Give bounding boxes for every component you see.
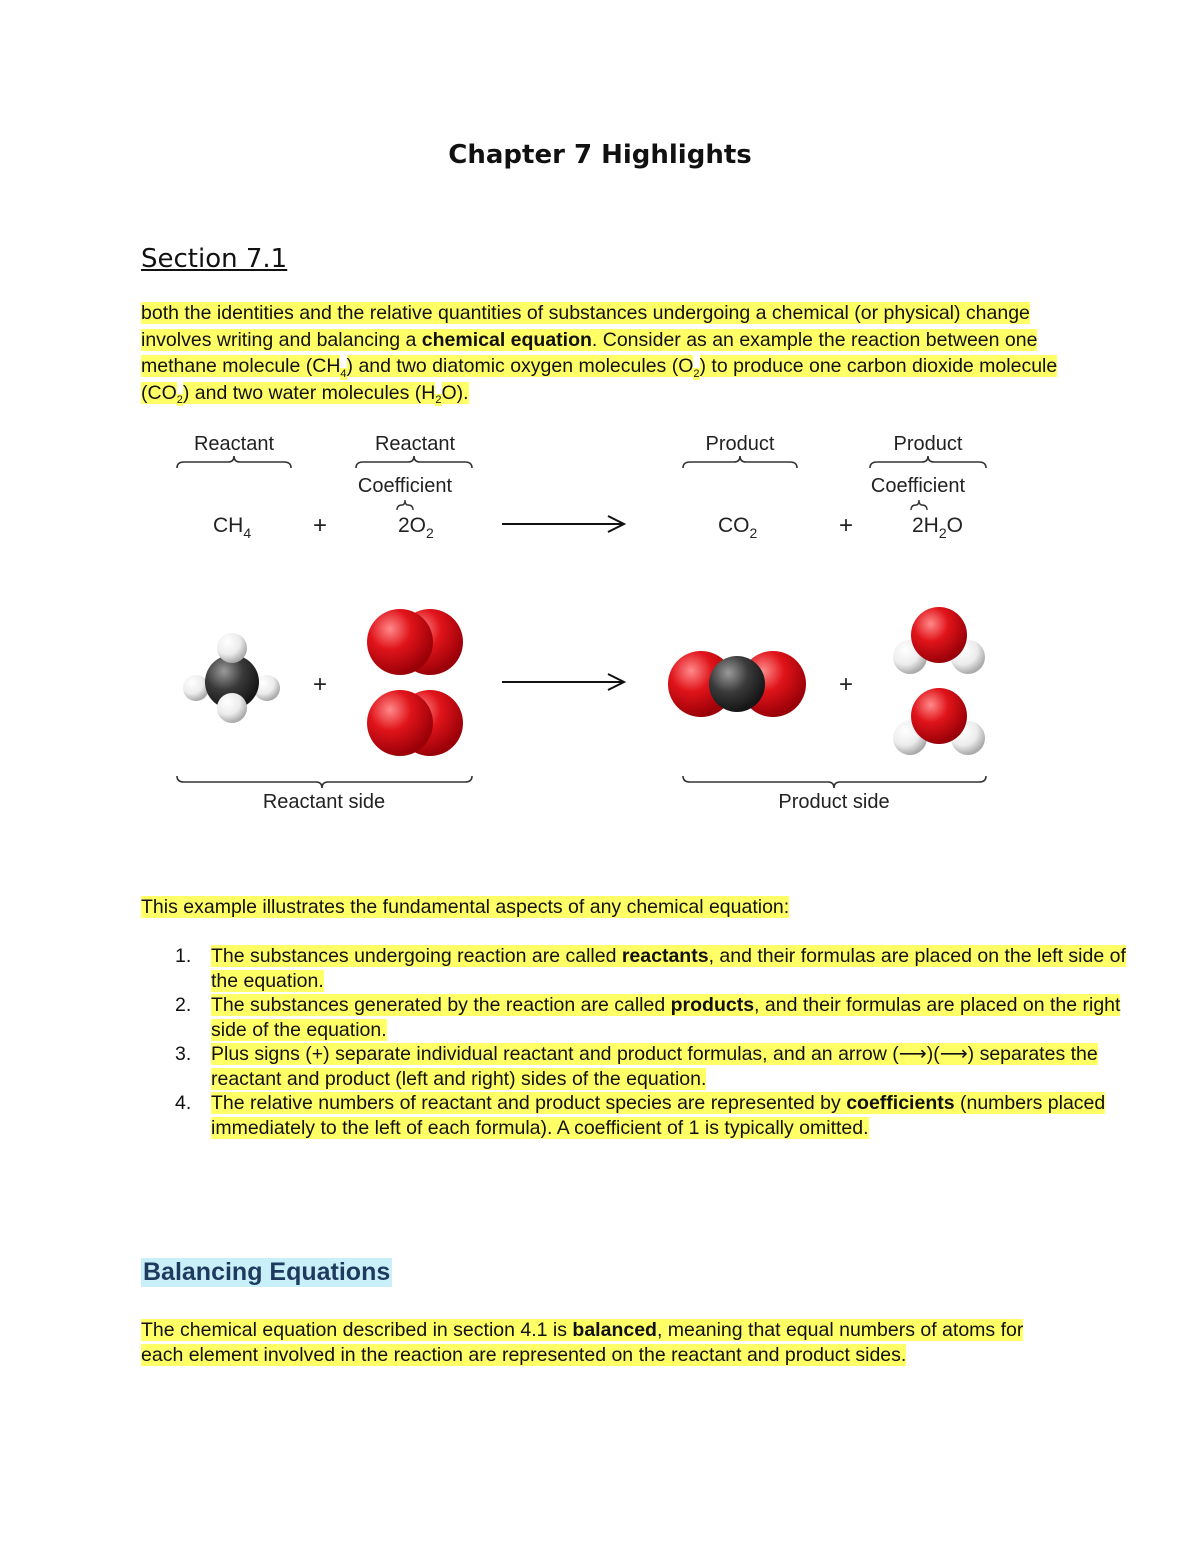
list-item bbox=[175, 944, 1141, 993]
list-item bbox=[175, 993, 1141, 1042]
list-text: , and their formulas are placed on the right side of the equation. bbox=[211, 994, 1121, 1041]
water-molecule-2 bbox=[893, 688, 985, 755]
intro-text-3: ) and two diatomic oxygen molecules (O bbox=[346, 355, 694, 377]
intro-text-2: . Consider as an example the reaction between one methane molecule (CH bbox=[141, 328, 1038, 377]
reactant-label-1: Reactant bbox=[193, 433, 275, 455]
oxygen-molecule-1 bbox=[367, 609, 463, 675]
brace-reactant-2 bbox=[356, 456, 472, 468]
formula-ch4: $CH_4$ bbox=[213, 514, 252, 541]
product-label-2: Product bbox=[893, 433, 963, 455]
list-term: reactants bbox=[621, 945, 709, 967]
carbon-dioxide-molecule bbox=[668, 651, 806, 717]
reactant-side-label: Reactant side bbox=[262, 791, 386, 813]
intro-text-6: O). bbox=[441, 381, 469, 404]
list-term: products bbox=[670, 994, 755, 1016]
oxygen-molecule-2 bbox=[367, 690, 463, 756]
brace-product-1 bbox=[683, 456, 797, 468]
list-number: 1. bbox=[175, 945, 192, 967]
balanced-paragraph bbox=[141, 1318, 1031, 1368]
example-sentence-text: This example illustrates the fundamental aspects of any chemical equation: bbox=[141, 896, 790, 918]
plus-sign-2: + bbox=[838, 512, 854, 539]
example-sentence bbox=[141, 894, 1061, 921]
list-text: (⟶) separates the reactant and product (left and right) sides of the equation. bbox=[211, 1043, 1098, 1090]
plus-sign-3: + bbox=[312, 671, 328, 698]
list-text: The substances generated by the reaction are called bbox=[211, 994, 671, 1016]
chemical-equation-term: chemical equation bbox=[421, 328, 592, 351]
product-label-1: Product bbox=[705, 433, 775, 455]
list-term: coefficients bbox=[846, 1092, 955, 1114]
formula-2h2o: $2H_2O$ bbox=[912, 514, 963, 541]
plus-sign-1: + bbox=[312, 512, 328, 539]
balanced-term: balanced bbox=[572, 1319, 657, 1341]
coefficient-label-1: Coefficient bbox=[357, 475, 453, 497]
list-text: The substances undergoing reaction are called bbox=[211, 945, 622, 967]
list-text: (numbers placed immediately to the left of each formula). A coefficient of 1 is typically omitted. bbox=[211, 1092, 1106, 1139]
list-text: Plus signs (+) separate individual reactant and product formulas, and an arrow bbox=[211, 1043, 893, 1065]
intro-text-1: both the identities and the relative quantities of substances undergoing a chemical (or physical) change involves writing and balancing a bbox=[141, 302, 1030, 351]
ch4-subscript: 4 bbox=[340, 367, 347, 380]
arrow-symbol: (⟶) bbox=[892, 1043, 934, 1065]
list-item bbox=[175, 1091, 1141, 1140]
aspects-list bbox=[141, 944, 1141, 1140]
list-item bbox=[175, 1042, 1141, 1091]
reactant-label-2: Reactant bbox=[374, 433, 456, 455]
coefficient-label-2: Coefficient bbox=[870, 475, 966, 497]
brace-product-2 bbox=[870, 456, 986, 468]
coefficient-brace-1 bbox=[397, 500, 413, 510]
h2o-subscript: 2 bbox=[435, 394, 442, 407]
reaction-diagram bbox=[160, 420, 1000, 820]
list-text: , and their formulas are placed on the left side of the equation. bbox=[211, 945, 1126, 992]
intro-paragraph bbox=[141, 300, 1061, 406]
co2-subscript: 2 bbox=[176, 394, 183, 407]
formula-2o2: $2O_2$ bbox=[398, 514, 434, 541]
section-heading: Section 7.1 bbox=[141, 244, 288, 274]
page-title: Chapter 7 Highlights bbox=[448, 140, 752, 170]
balanced-text-1: The chemical equation described in section 4.1 is bbox=[141, 1319, 573, 1341]
methane-molecule bbox=[183, 633, 280, 723]
plus-sign-4: + bbox=[838, 671, 854, 698]
brace-product-side bbox=[683, 776, 986, 788]
intro-text-4: ) to produce one carbon dioxide molecule (CO bbox=[141, 355, 1058, 404]
balancing-equations-heading: Balancing Equations bbox=[143, 1258, 391, 1286]
list-number: 2. bbox=[175, 994, 192, 1016]
coefficient-brace-2 bbox=[911, 500, 927, 510]
o2-subscript: 2 bbox=[693, 367, 700, 380]
balanced-text-2: , meaning that equal numbers of atoms for each element involved in the reaction are represented on the reactant and product sides. bbox=[141, 1319, 1024, 1366]
formula-co2: $CO_2$ bbox=[718, 514, 758, 541]
intro-text-5: ) and two water molecules (H bbox=[182, 381, 436, 404]
product-side-label: Product side bbox=[778, 791, 890, 813]
brace-reactant-1 bbox=[177, 456, 291, 468]
list-number: 4. bbox=[175, 1092, 192, 1114]
water-molecule-1 bbox=[893, 607, 985, 674]
list-number: 3. bbox=[175, 1043, 192, 1065]
brace-reactant-side bbox=[177, 776, 472, 788]
list-text: The relative numbers of reactant and product species are represented by bbox=[211, 1092, 847, 1114]
